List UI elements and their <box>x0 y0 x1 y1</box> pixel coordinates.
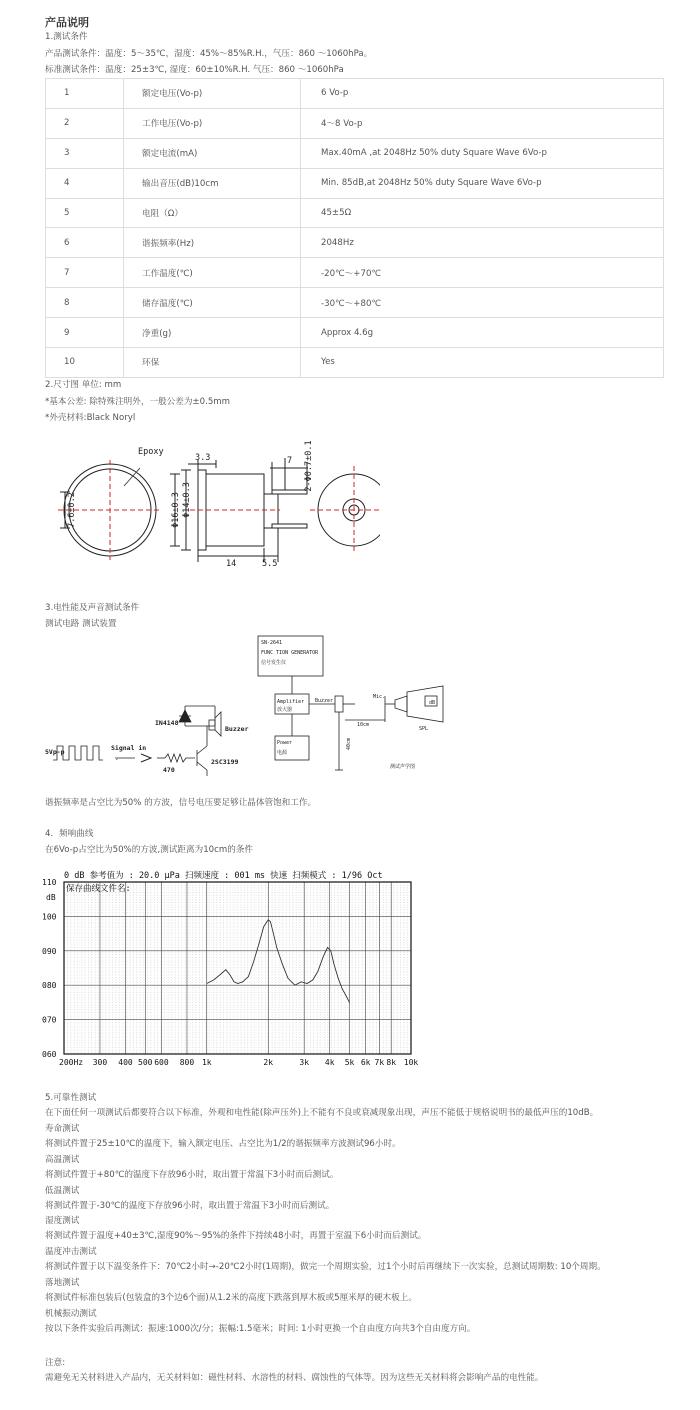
transistor-label: 2SC3199 <box>211 758 239 766</box>
spec-value: 2048Hz <box>301 228 664 258</box>
x-tick-label: 1k <box>201 1058 212 1067</box>
test-name: 落地测试 <box>45 1278 80 1288</box>
spec-row <box>46 348 664 378</box>
spec-name: 储存温度(℃) <box>124 288 301 318</box>
x-tick-label: 3k <box>299 1058 310 1067</box>
product-test-conditions: 产品测试条件：温度：5～35℃，湿度：45%～85%R.H.，气压：860 ～1060hPa。 <box>45 49 373 59</box>
section5-intro: 在下面任何一项测试后都要符合以下标准，外观和电性能(除声压外)上不能有不良或衰减现象出现，声压不能低于规格说明书的最低声压的10dB。 <box>45 1108 599 1118</box>
spec-value: Min. 85dB,at 2048Hz 50% duty Square Wave 6Vo-p <box>301 168 664 198</box>
test-desc: 将测试件标准包装后(包装盒的3个边6个面)从1.2米的高度下跌落到厚木板或5厘米厚的硬木板上。 <box>45 1293 417 1303</box>
dim-pin: 2-Φ0.7±0.1 <box>304 440 314 492</box>
generator-model: SN-2641 <box>261 640 283 646</box>
svg-text:-: - <box>115 756 119 763</box>
spec-value: 4～8 Vo-p <box>301 108 664 138</box>
dim-5-5: 5.5 <box>262 559 278 568</box>
spec-row <box>46 138 664 168</box>
dim-7-6: 7.6±0.2 <box>67 492 77 528</box>
test-name: 高温测试 <box>45 1154 80 1165</box>
test-desc: 将测试件置于+80℃的温度下存放96小时，取出置于常温下3小时而后测试。 <box>45 1169 339 1180</box>
amplifier-label-cn: 放大器 <box>277 707 293 713</box>
height-label: 40cm <box>346 737 352 750</box>
spec-no: 5 <box>46 198 124 228</box>
setup-label: 测试声学图 <box>390 764 416 770</box>
spec-row <box>46 108 664 138</box>
frequency-response-chart <box>40 868 420 1070</box>
dimension-drawing <box>40 438 380 568</box>
buzzer-label: Buzzer <box>225 725 249 733</box>
resistor-symbol <box>165 754 195 762</box>
spec-name: 额定电流(mA) <box>124 138 301 168</box>
spec-name: 工作温度(℃) <box>124 258 301 288</box>
db-label: dB <box>429 700 436 706</box>
y-axis-label: dB <box>46 893 56 902</box>
spec-no: 4 <box>46 168 124 198</box>
spec-row <box>46 318 664 348</box>
test-circuit-diagram <box>45 630 485 780</box>
spec-row <box>46 258 664 288</box>
section3-heading: 3.电性能及声音测试条件 <box>45 603 140 613</box>
test-desc: 将测试件置于-30℃的温度下存放96小时，取出置于常温下3小时而后测试。 <box>45 1200 335 1211</box>
distance-label: 10cm <box>357 722 370 728</box>
section2-heading: 2.尺寸图 单位: mm <box>45 380 122 390</box>
section4-heading: 4．频响曲线 <box>45 829 94 839</box>
x-tick-label: 4k <box>324 1058 335 1067</box>
spec-table <box>45 78 664 378</box>
spec-row <box>46 228 664 258</box>
mic-label: Mic. <box>373 694 386 700</box>
epoxy-label: Epoxy <box>138 447 164 457</box>
dim-phi14: Φ14±0.3 <box>182 482 192 518</box>
spec-value: -30℃～+80℃ <box>301 288 664 318</box>
page-title: 产品说明 <box>45 16 89 29</box>
x-tick-label: 6k <box>360 1058 371 1067</box>
dim-phi16: Φ16±0.3 <box>171 492 181 528</box>
spec-no: 3 <box>46 138 124 168</box>
spec-no: 2 <box>46 108 124 138</box>
section4-sub: 在6Vo-p占空比为50%的方波,测试距离为10cm的条件 <box>45 845 254 855</box>
section3-footer: 谐振频率是占空比为50% 的方波，信号电压要足够让晶体管饱和工作。 <box>45 798 317 808</box>
amplifier-label: Amplifier <box>277 699 305 705</box>
dim-3-3: 3.3 <box>195 453 211 463</box>
standard-test-conditions: 标准测试条件：温度：25±3℃, 湿度：60±10%R.H. 气压：860 ～1060hPa <box>45 65 344 75</box>
section1-heading: 1.测试条件 <box>45 32 88 42</box>
generator-label-cn: 信号发生仪 <box>261 660 287 666</box>
x-tick-label: 600 <box>154 1058 169 1067</box>
test-desc: 按以下条件实验后再测试：振速:1000次/分；振幅:1.5毫米；时间: 1小时更换一个自由度方向共3个自由度方向。 <box>45 1323 476 1334</box>
test-desc: 将测试件置于25±10℃的温度下，输入额定电压、占空比为1/2的谐振频率方波测试96小时。 <box>45 1139 401 1149</box>
spec-name: 电阻（Ω） <box>124 198 301 228</box>
spec-no: 6 <box>46 228 124 258</box>
spec-name: 谐振频率(Hz) <box>124 228 301 258</box>
section3-sub: 测试电路 测试装置 <box>45 619 117 629</box>
x-tick-label: 7k <box>374 1058 385 1067</box>
dim-7: 7 <box>287 456 293 466</box>
x-tick-label: 300 <box>92 1058 108 1067</box>
test-name: 寿命测试 <box>45 1124 80 1134</box>
x-tick-label: 200Hz <box>59 1058 84 1067</box>
spec-no: 9 <box>46 318 124 348</box>
generator-label: FUNC TION GENERATOR <box>261 650 319 656</box>
spec-name: 输出音压(dB)10cm <box>124 168 301 198</box>
spec-no: 8 <box>46 288 124 318</box>
section5-heading: 5.可靠性测试 <box>45 1093 97 1103</box>
spec-value: -20℃～+70℃ <box>301 258 664 288</box>
x-tick-label: 500 <box>138 1058 153 1067</box>
x-tick-label: 8k <box>386 1058 397 1067</box>
y-tick-label: 070 <box>42 1015 57 1025</box>
y-tick-label: 100 <box>42 912 57 922</box>
spec-row <box>46 79 664 109</box>
chart-header: 0 dB 参考值为 : 20.0 μPa 扫频速度 : 001 ms 快速 扫频模式 : 1/96 Oct <box>64 871 383 881</box>
buzzer-box-label: Buzzer <box>315 698 334 704</box>
resistor-label: 470 <box>163 766 175 774</box>
y-tick-label: 090 <box>42 946 57 956</box>
test-name: 机械振动测试 <box>45 1308 97 1319</box>
diode-label: IN4148 <box>155 719 179 727</box>
dim-14: 14 <box>226 559 237 568</box>
test-name: 湿度测试 <box>45 1216 80 1227</box>
spec-value: 45±5Ω <box>301 198 664 228</box>
spec-no: 7 <box>46 258 124 288</box>
x-tick-label: 400 <box>118 1058 133 1067</box>
buzzer-box <box>335 696 343 712</box>
test-name: 温度冲击测试 <box>45 1247 97 1258</box>
note-heading: 注意: <box>45 1358 66 1368</box>
y-tick-label: 110 <box>42 878 57 887</box>
spec-row <box>46 168 664 198</box>
spec-row <box>46 198 664 228</box>
diode-symbol <box>179 710 191 722</box>
test-name: 低温测试 <box>45 1185 80 1196</box>
x-tick-label: 2k <box>263 1058 274 1067</box>
y-tick-label: 060 <box>42 1050 57 1059</box>
spl-label: SPL <box>419 726 429 732</box>
y-tick-label: 080 <box>42 981 57 991</box>
spec-value: Max.40mA ,at 2048Hz 50% duty Square Wave 6Vo-p <box>301 138 664 168</box>
spec-no: 10 <box>46 348 124 378</box>
signal-in-label: Signal in <box>111 744 147 752</box>
x-tick-label: 10k <box>403 1058 419 1067</box>
vin-label: 5Vp-p <box>45 748 65 756</box>
spec-no: 1 <box>46 79 124 109</box>
x-tick-label: 800 <box>179 1058 195 1067</box>
spec-name: 额定电压(Vo-p) <box>124 79 301 109</box>
chart-annotation: 保存曲线文件名: <box>66 884 131 894</box>
note-text: 需避免无关材料进入产品内，无关材料如：磁性材料、水溶性的材料、腐蚀性的气体等。因为这些无关材料将会影响产品的电性能。 <box>45 1373 544 1383</box>
spec-value: Approx 4.6g <box>301 318 664 348</box>
material-note: *外壳材料:Black Noryl <box>45 413 136 423</box>
spec-name: 环保 <box>124 348 301 378</box>
test-desc: 将测试件置于温度+40±3℃,湿度90%～95%的条件下持续48小时，再置于室温下6小时而后测试。 <box>45 1231 427 1242</box>
buzzer-symbol <box>209 720 215 730</box>
spec-name: 净重(g) <box>124 318 301 348</box>
spec-name: 工作电压(Vo-p) <box>124 108 301 138</box>
power-label-cn: 电源 <box>277 750 288 756</box>
power-label: Power <box>277 740 293 746</box>
test-desc: 将测试件置于以下温变条件下：70℃2小时→-20℃2小时(1周期)，做完一个周期实验，过1个小时后再继续下一次实验，总测试周期数: 10个周期。 <box>45 1262 606 1273</box>
spec-value: 6 Vo-p <box>301 79 664 109</box>
spec-value: Yes <box>301 348 664 378</box>
tolerance-note: *基本公差: 除特殊注明外，一般公差为±0.5mm <box>45 397 231 407</box>
spec-row <box>46 288 664 318</box>
x-tick-label: 5k <box>344 1058 355 1067</box>
